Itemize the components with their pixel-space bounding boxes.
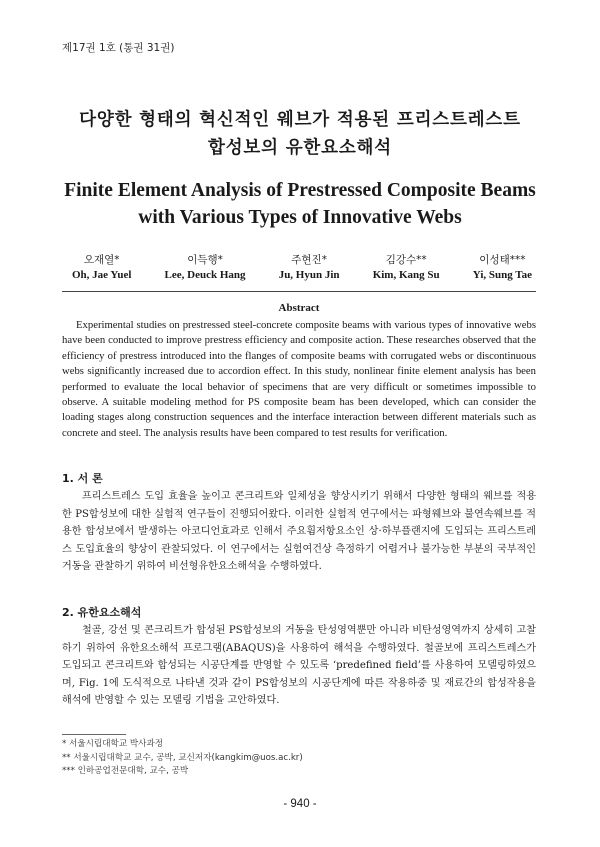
page-number: - 940 - — [283, 798, 317, 810]
author-english-name: Oh, Jae Yuel — [72, 269, 132, 281]
section-heading-fea: 2. 유한요소해석 — [62, 606, 142, 619]
author-korean-name: 김강수** — [385, 254, 427, 266]
author-korean-name: 이득행* — [187, 254, 223, 266]
author — [473, 252, 532, 281]
section-heading-introduction: 1. 서 론 — [62, 472, 103, 485]
author-korean-name: 오재열* — [83, 254, 120, 266]
author — [279, 252, 340, 281]
english-title-line-1: Finite Element Analysis of Prestressed Composite Beams — [64, 180, 536, 201]
english-title-line-2: with Various Types of Innovative Webs — [138, 207, 462, 228]
divider — [62, 291, 536, 292]
footnote: ** 서울시립대학교 교수, 공박, 교신저자(kangkim@uos.ac.kr) — [62, 752, 303, 763]
author-english-name: Ju, Hyun Jin — [278, 269, 340, 281]
journal-issue-header: 제17권 1호 (통권 31권) — [62, 42, 175, 54]
author-list — [72, 252, 532, 281]
author-english-name: Yi, Sung Tae — [472, 269, 532, 281]
footnote-divider — [62, 734, 126, 735]
korean-title-line-1: 다양한 형태의 혁신적인 웨브가 적용된 프리스트레스트 — [79, 110, 521, 130]
author-english-name: Kim, Kang Su — [372, 269, 440, 281]
author-korean-name: 이성태*** — [479, 254, 526, 266]
abstract-heading: Abstract — [278, 302, 320, 314]
korean-title-line-2: 합성보의 유한요소해석 — [208, 138, 392, 158]
footnote: * 서울시립대학교 박사과정 — [62, 739, 164, 749]
author-korean-name: 주현진* — [291, 254, 327, 266]
section-body-fea: 철골, 강선 및 콘크리트가 합성된 PS합성보의 거동을 탄성영역뿐만 아니라 비탄성영역까지 상세히 고찰하기 위하여 유한요소해석 프로그램(ABAQUS)을 사용하여 해석을 수행하였다. 철골보에 프리스트레스가 도입되고 콘크리트와 합성되는 시공단계를 반영할 수 있도록 ‘predefined field’를 사용하여 모델링하였으며, Fig. 1에 도식적으로 나타낸 것과 같이 PS합성보의 시공단계에 따른 작용하중 및 재료간의 합성작용을 해석에 반영할 수 있는 모델링 기법을 고안하였다. — [62, 625, 536, 707]
author — [373, 252, 440, 281]
author-english-name: Lee, Deuck Hang — [164, 269, 246, 281]
abstract-text: Experimental studies on prestressed steel-concrete composite beams with various types of innovative webs have been conducted to improve prestress efficiency and composite action. These researches observed that the efficiency of prestress introduced into the flanges of composite beams with corrugated webs or discontinuous webs significantly increased due to accordion effect. In this study, nonlinear finite element analysis has been performed to evaluate the local behavior of specimens that are very difficult or sometimes impossible to observe. A suitable modeling method for PS composite beam has been developed, which can consider the loading stages along construction sequences and the interface interaction between different materials such as concrete and steel. The analysis results have been compared to test results for verification. — [62, 319, 536, 439]
section-body-introduction: 프리스트레스 도입 효율을 높이고 콘크리트와 일체성을 향상시키기 위해서 다양한 형태의 웨브를 적용한 PS합성보에 대한 실험적 연구들이 진행되어왔다. 이러한 실험적 연구에서는 파형웨브와 불연속웨브를 적용한 합성보에서 발생하는 아코디언효과로 인해서 주요휨저항요소인 상·하부플랜지에 도입되는 프리스트레스 도입효율의 향상이 관찰되었다. 이 연구에서는 실험여건상 측정하기 어렵거나 불가능한 부분의 국부적인 거동을 관찰하기 위하여 비선형유한요소해석을 수행하였다. — [62, 491, 536, 573]
footnote: *** 인하공업전문대학, 교수, 공박 — [62, 766, 189, 776]
author — [165, 252, 246, 281]
author — [72, 252, 131, 281]
footnotes — [62, 738, 303, 779]
